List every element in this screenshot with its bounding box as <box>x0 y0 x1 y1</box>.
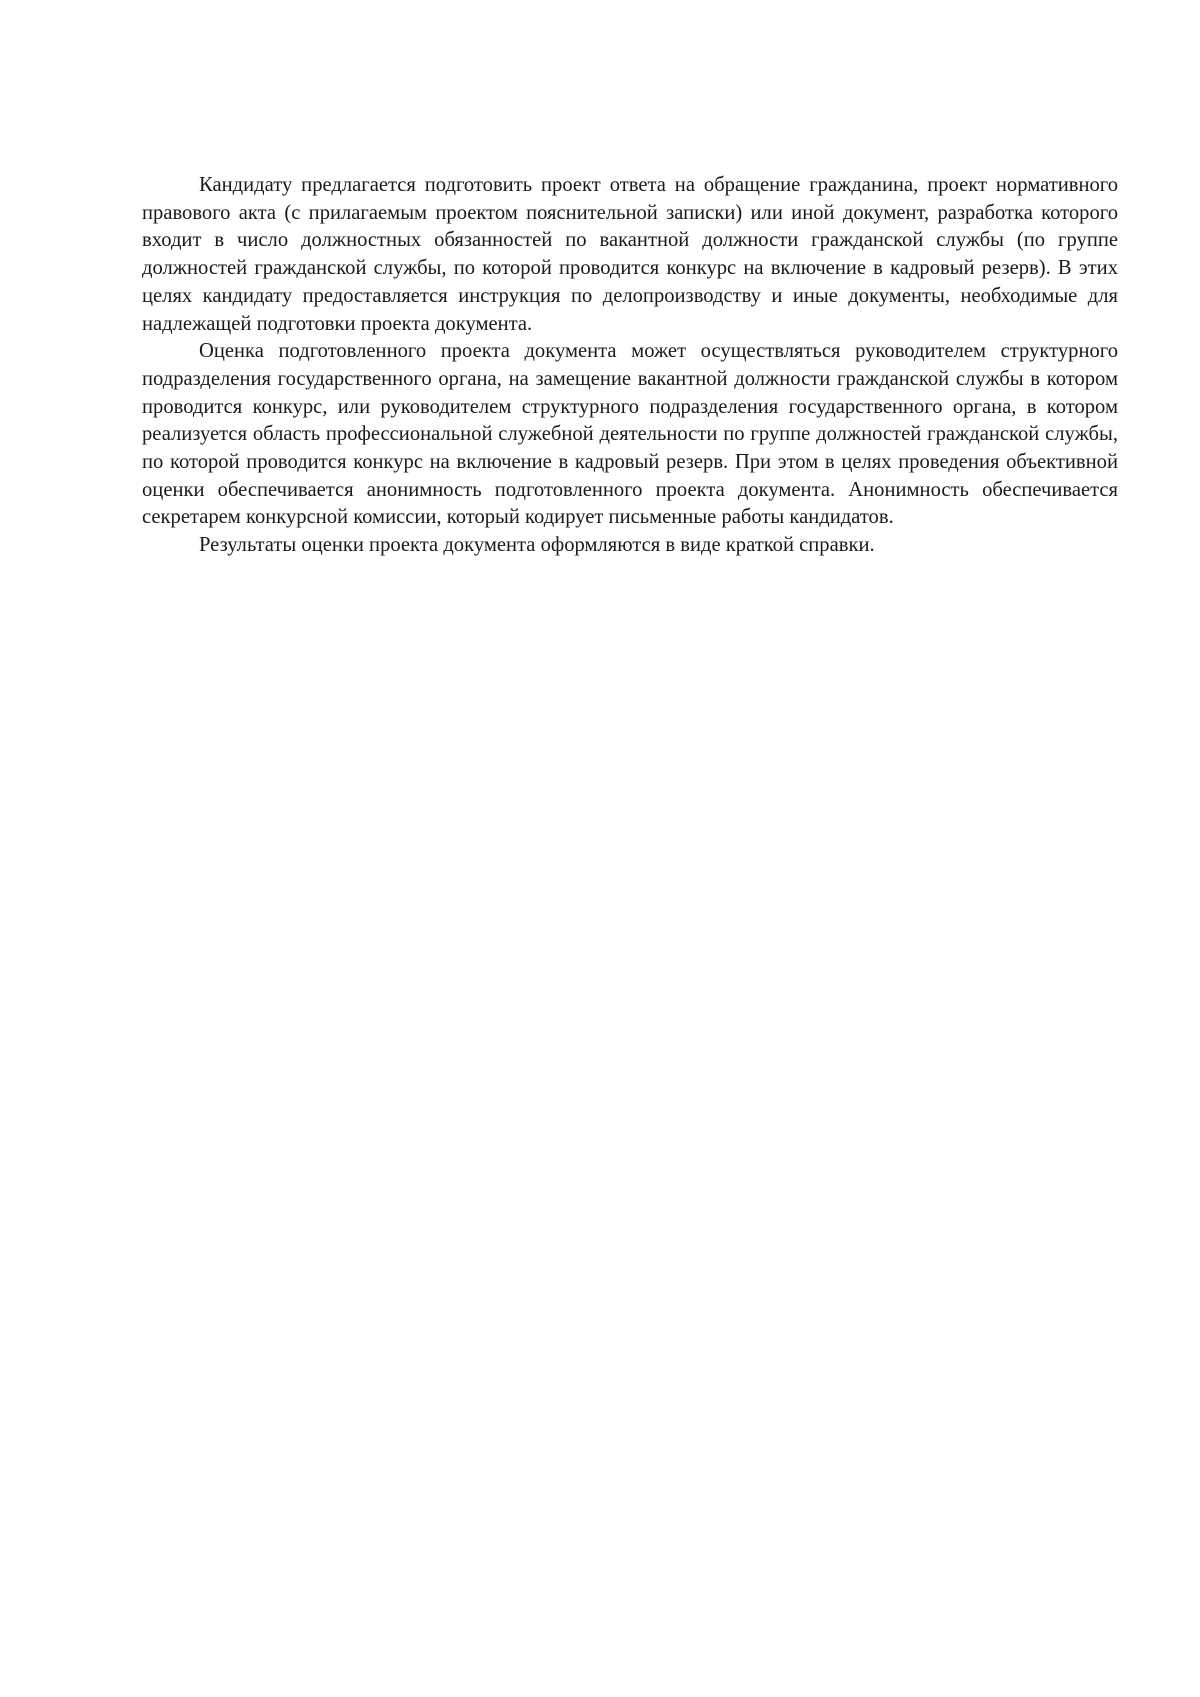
document-body <box>142 172 1118 560</box>
paragraph-task-description: Кандидату предлагается подготовить проект ответа на обращение гражданина, проект нормативного правового акта (с прилагаемым проектом пояснительной записки) или иной документ, разработка которого входит в число должностных обязанностей по вакантной должности гражданской службы (по группе должностей гражданской службы, по которой проводится конкурс на включение в кадровый резерв). В этих целях кандидату предоставляется инструкция по делопроизводству и иные документы, необходимые для надлежащей подготовки проекта документа. <box>142 174 1118 335</box>
paragraph-results: Результаты оценки проекта документа оформляются в виде краткой справки. <box>199 534 875 557</box>
paragraph-evaluation: Оценка подготовленного проекта документа может осуществляться руководителем структурного подразделения государственного органа, на замещение вакантной должности гражданской службы в котором проводится конкурс, или руководителем структурного подразделения государственного органа, в котором реализуется область профессиональной служебной деятельности по группе должностей гражданской службы, по которой проводится конкурс на включение в кадровый резерв. При этом в целях проведения объективной оценки обеспечивается анонимность подготовленного проекта документа. Анонимность обеспечивается секретарем конкурсной комиссии, который кодирует письменные работы кандидатов. <box>142 340 1118 529</box>
